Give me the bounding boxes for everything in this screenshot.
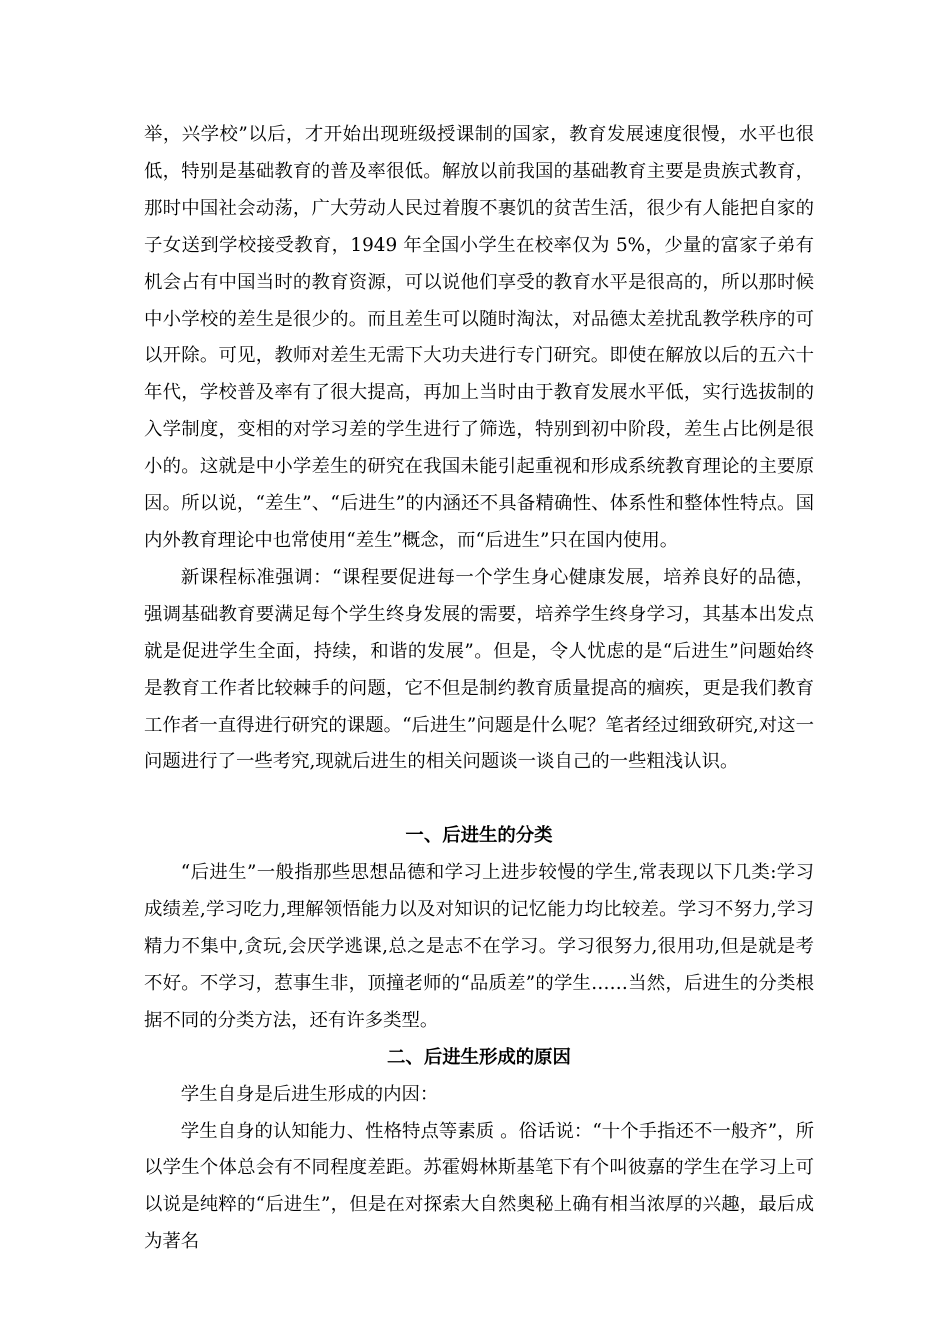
section-spacer bbox=[144, 781, 814, 818]
paragraph-internal-cause: 学生自身是后进生形成的内因： bbox=[180, 1083, 439, 1105]
paragraph-individual-differences: 学生自身的认知能力、性格特点等素质 。俗话说：“十个手指还不一般齐”，所以学生个体总会有不同程度差距。苏霍姆林斯基笔下有个叫彼嘉的学生在学习上可以说是纯粹的“后进生”，但是在对探索大自然奥秘上确有相当浓厚的兴趣，最后成为著名 bbox=[144, 1120, 814, 1253]
paragraph-classification: “后进生”一般指那些思想品德和学习上进步较慢的学生,常表现以下几类:学习成绩差,学习吃力,理解领悟能力以及对知识的记忆能力均比较差。学习不努力,学习精力不集中,贪玩,会厌学逃课,总之是志不在学习。学习很努力,很用功,但是就是考不好。不学习，惹事生非，顶撞老师的“品质差”的学生……当然，后进生的分类根据不同的分类方法，还有许多类型。 bbox=[144, 862, 814, 1031]
paragraph-curriculum-standard: 新课程标准强调：“课程要促进每一个学生身心健康发展，培养良好的品德，强调基础教育要满足每个学生终身发展的需要，培养学生终身学习，其基本出发点就是促进学生全面，持续，和谐的发展”。但是，令人忧虑的是“后进生”问题始终是教育工作者比较棘手的问题，它不但是制约教育质量提高的痼疾，更是我们教育工作者一直得进行研究的课题。“后进生”问题是什么呢？笔者经过细致研究,对这一问题进行了一些考究,现就后进生的相关问题谈一谈自己的一些粗浅认识。 bbox=[144, 566, 814, 773]
section-heading-classification: 一、后进生的分类 bbox=[405, 825, 553, 847]
document-body bbox=[144, 117, 814, 1261]
section-heading-causes: 二、后进生形成的原因 bbox=[387, 1046, 571, 1068]
paragraph-history: 举，兴学校”以后，才开始出现班级授课制的国家，教育发展速度很慢，水平也很低，特别是基础教育的普及率很低。解放以前我国的基础教育主要是贵族式教育，那时中国社会动荡，广大劳动人民过着腹不裹饥的贫苦生活，很少有人能把自家的子女送到学校接受教育，1949 年全国小学生在校率仅为 5%，少量的富家子弟有机会占有中国当时的教育资源，可以说他们享受的教育水平是很高的，所以那时候中小学校的差生是很少的。而且差生可以随时淘汰，对品德太差扰乱教学秩序的可以开除。可见，教师对差生无需下大功夫进行专门研究。即使在解放以后的五六十年代，学校普及率有了很大提高，再加上当时由于教育发展水平低，实行选拔制的入学制度，变相的对学习差的学生进行了筛选，特别到初中阶段，差生占比例是很小的。这就是中小学差生的研究在我国未能引起重视和形成系统教育理论的主要原因。所以说，“差生”、“后进生”的内涵还不具备精确性、体系性和整体性特点。国内外教育理论中也常使用“差生”概念，而“后进生”只在国内使用。 bbox=[144, 124, 814, 551]
